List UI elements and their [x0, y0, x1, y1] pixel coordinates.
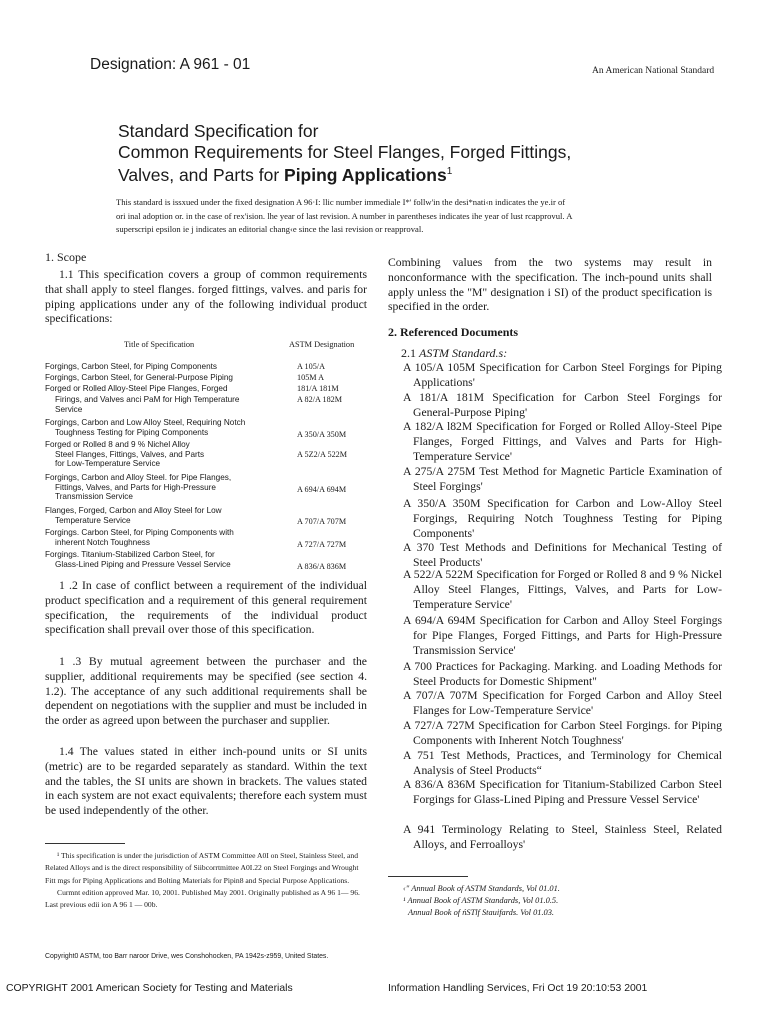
table-row-astm: A 707/A 707M [297, 517, 347, 526]
footnote-annual-book: ¹ Annual Book of ASTM Standards, Vol 01.0.5. [403, 896, 559, 905]
scope-paragraph-1-3: 1 .3 By mutual agreement between the purchaser and the supplier, additional requirements may be specified (see section 4. 1.2). The acceptance of any such additional requirements shall be dependent on negotiations with the supplier and must be included in the order as agreed upon between the purchaser and supplier. [45, 655, 367, 728]
table-header-astm: ASTM Designation [289, 340, 355, 349]
table-cell: Forgings, Carbon and Low Alloy Steel, Requiring Notch [45, 418, 246, 427]
title-footnote-mark: 1 [446, 166, 453, 178]
table-cell: inherent Notch Toughness [55, 537, 150, 547]
table-row-astm: A 5Z2/A 522M [297, 450, 348, 459]
footer-timestamp: Information Handling Services, Fri Oct 19 20:10:53 2001 [388, 983, 648, 994]
table-row-astm: 181/A 181M [297, 384, 339, 393]
table-row-title [45, 506, 222, 525]
table-cell: Service [55, 404, 83, 414]
title-line-3-bold: Piping Applications [284, 165, 447, 186]
reference-item: A 727/A 727M Specification for Carbon Steel Forgings. for Piping Components with Inherent Notch Toughness' [403, 719, 722, 747]
reference-item: A 275/A 275M Test Method for Magnetic Particle Examination of Steel Forgings' [403, 465, 722, 493]
table-row-title [45, 373, 233, 383]
footer-copyright: COPYRIGHT 2001 American Society for Testing and Materials [6, 983, 293, 994]
reference-item: A 751 Test Methods, Practices, and Terminology for Chemical Analysis of Steel Products“ [403, 749, 722, 777]
reference-item: A 836/A 836M Specification for Titanium-Stabilized Carbon Steel Forgings for Glass-Lined Piping and Pressure Vessel Service' [403, 778, 722, 806]
document-title [118, 121, 571, 186]
reference-item: A 700 Practices for Packaging. Marking. and Loading Methods for Steel Products for Domestic Shipment" [403, 660, 722, 688]
table-row-title [45, 550, 231, 569]
table-row-title [45, 473, 231, 502]
table-row-title [45, 528, 234, 547]
table-row-astm: A 727/A 727M [297, 540, 347, 549]
footnote-separator [45, 843, 125, 844]
reference-item: A 694/A 694M Specification for Carbon and Alloy Steel Forgings for Pipe Flanges, Forged Fittings, and Parts for High-Pressure Transmission Service' [403, 614, 722, 657]
table-cell: Toughness Testing for Piping Components [55, 427, 209, 437]
table-cell: Steel Flanges, Fittings, Valves, and Parts [55, 449, 205, 459]
reference-item: A 370 Test Methods and Definitions for Mechanical Testing of Steel Products' [403, 541, 722, 569]
table-row-title [45, 440, 204, 469]
reference-item: A 105/A 105M Specification for Carbon Steel Forgings for Piping Applications' [403, 361, 722, 389]
table-cell: Forged or Rolled 8 and 9 % Nichel Alloy [45, 440, 190, 449]
table-cell: Transmission Service [55, 492, 133, 502]
table-cell: Forgings, Carbon Steel, for Piping Components [45, 362, 218, 371]
issuance-note-line: ori inal adoption or. in the case of rex'ision. lhe year of last revision. A number in parentheses indicates ihe year of lust rcapprovul. A [116, 210, 573, 221]
scope-continuation: Combining values from the two systems may result in nonconformance with the specification. The inch-pound units shall apply unless the "M" designation i SI) of the product specification is specified in the order. [388, 256, 712, 314]
issuance-note-line: This standard is issxued under the fixed designation A 96·I: llic number immediale I*' follw'in the desi*nati‹n indicates the ye.ir of [116, 197, 566, 207]
table-header-title: Title of Specification [124, 340, 195, 349]
scope-paragraph-1-2: 1 .2 In case of conflict between a requirement of the individual product specification and a requirement of this general requirement specification, the requirements of the individual product specification shall prevail over those of this specification. [45, 579, 367, 637]
reference-item: A 522/A 522M Specification for Forged or Rolled 8 and 9 % Nickel Alloy Steel Flanges, Fittings, Valves, and Parts for Low-Temperature Service' [403, 568, 722, 611]
table-row-title [45, 418, 245, 437]
reference-item: A 707/A 707M Specification for Forged Carbon and Alloy Steel Flanges for Low-Temperature Service' [403, 689, 722, 717]
table-cell: Temperature Service [55, 515, 131, 525]
table-cell: Forgings. Carbon Steel, for Piping Components with [45, 528, 234, 537]
table-row-astm: 105M A [297, 373, 325, 382]
table-cell: for Low-Temperature Service [55, 459, 161, 469]
copyright-address: Copyright0 ASTM, too Barr naroor Drive, wes Conshohocken, PA 1942s-z959, United States. [45, 953, 329, 960]
standard-type: An American National Standard [592, 66, 715, 76]
scope-paragraph-1-4: 1.4 The values stated in either inch-pound units or SI units (metric) are to be regarded separately as standard. Within the text and the tables, the SI units are shown in brackets. The values stated in each system are not exact equivalents; therefore each system must be used independently of the other. [45, 745, 367, 818]
reference-item: A 182/A l82M Specification for Forged or Rolled Alloy-Steel Pipe Flanges, Forged Fittings, and Valves and Parts for High-Temperature Service' [403, 420, 722, 463]
referenced-documents-heading: 2. Referenced Documents [388, 325, 519, 339]
footnote-separator [388, 876, 468, 877]
title-line-3-prefix: Valves, and Parts for [118, 165, 285, 186]
table-row-astm: A 350/A 350M [297, 430, 347, 439]
footnote-annual-book: ‹" Annual Book of ASTM Standards, Vol 01.01. [403, 884, 560, 893]
table-cell: Firings, and Valves anci PaM for High Temperature [55, 395, 240, 404]
title-line-1: Standard Specification for [118, 121, 319, 141]
astm-standards-subheading [401, 346, 507, 361]
table-cell: Forgings, Carbon Steel, for General-Purpose Piping [45, 373, 233, 382]
table-cell: Forged or Rolled Alloy-Steel Pipe Flanges, Forged [45, 384, 228, 393]
title-line-2: Common Requirements for Steel Flanges, Forged Fittings, [118, 141, 572, 162]
table-row-title [45, 395, 239, 414]
table-cell: Flanges, Forged, Carbon and Alloy Steel for Low [45, 506, 222, 515]
scope-paragraph-1-1: 1.1 This specification covers a group of common requirements that shall apply to steel flanges. forged fittings, valves. and paris for piping applications under any of the following individual product specifications: [45, 268, 367, 326]
footnote-jurisdiction: ¹ This specification is under the jurisdiction of ASTM Committee A0I on Steel, Stainless Steel, and Related Alloys and is the direct responsibility of Siibcorrtmittee A0I.22 on Steel Forgings and Wrought Fitt mgs for Piping Applications and Bolting Materials for Pipin8 and Special Purpose Applications. [45, 851, 359, 885]
reference-item: A 181/A 181M Specification for Carbon Steel Forgings for General-Purpose Piping' [403, 391, 722, 419]
table-cell: Glass-Lined Piping and Pressure Vessel Service [55, 559, 231, 569]
designation: Designation: A 961 - 01 [90, 56, 251, 73]
table-row-astm: A 836/A 836M [297, 562, 347, 571]
footnote-1 [45, 850, 367, 911]
table-row-astm: A 82/A 182M [297, 395, 343, 404]
table-row-title [45, 384, 228, 394]
reference-item: A 941 Terminology Relating to Steel, Stainless Steel, Related Alloys, and Ferroalloys' [403, 823, 722, 851]
subheading-label: ASTM Standard.s: [419, 346, 508, 360]
title-line-3 [118, 162, 571, 185]
footnote-edition: Curmnt edition approved Mar. 10, 2001. Published May 2001. Originally published as A 96 1— 96. Last previous edii ion A 96 1 — 00b. [45, 887, 360, 910]
table-cell: Fittings, Valves, and Parts for High-Pressure [55, 482, 216, 492]
issuance-note [116, 196, 664, 237]
reference-item: A 350/A 350M Specification for Carbon and Low-Alloy Steel Forgings, Requiring Notch Toughness Testing for Piping Components' [403, 497, 722, 540]
subheading-number: 2.1 [401, 346, 419, 360]
footnote-annual-book: Annual Book of ńSTlf Stauifards. Vol 01.03. [408, 908, 555, 917]
table-cell: Forgings, Carbon and Alloy Steel. for Pipe Flanges, [45, 473, 232, 482]
table-row-astm: A 694/A 694M [297, 485, 347, 494]
table-cell: Forgings. Titanium-Stabilized Carbon Steel, for [45, 550, 215, 559]
table-row-title [45, 362, 217, 372]
scope-heading: 1. Scope [45, 250, 87, 264]
issuance-note-line: superscripi epsilon ie j indicates an editorial chang‹e since the lasi revision or reapproval. [116, 224, 424, 234]
table-row-astm: A 105/A [297, 362, 325, 371]
